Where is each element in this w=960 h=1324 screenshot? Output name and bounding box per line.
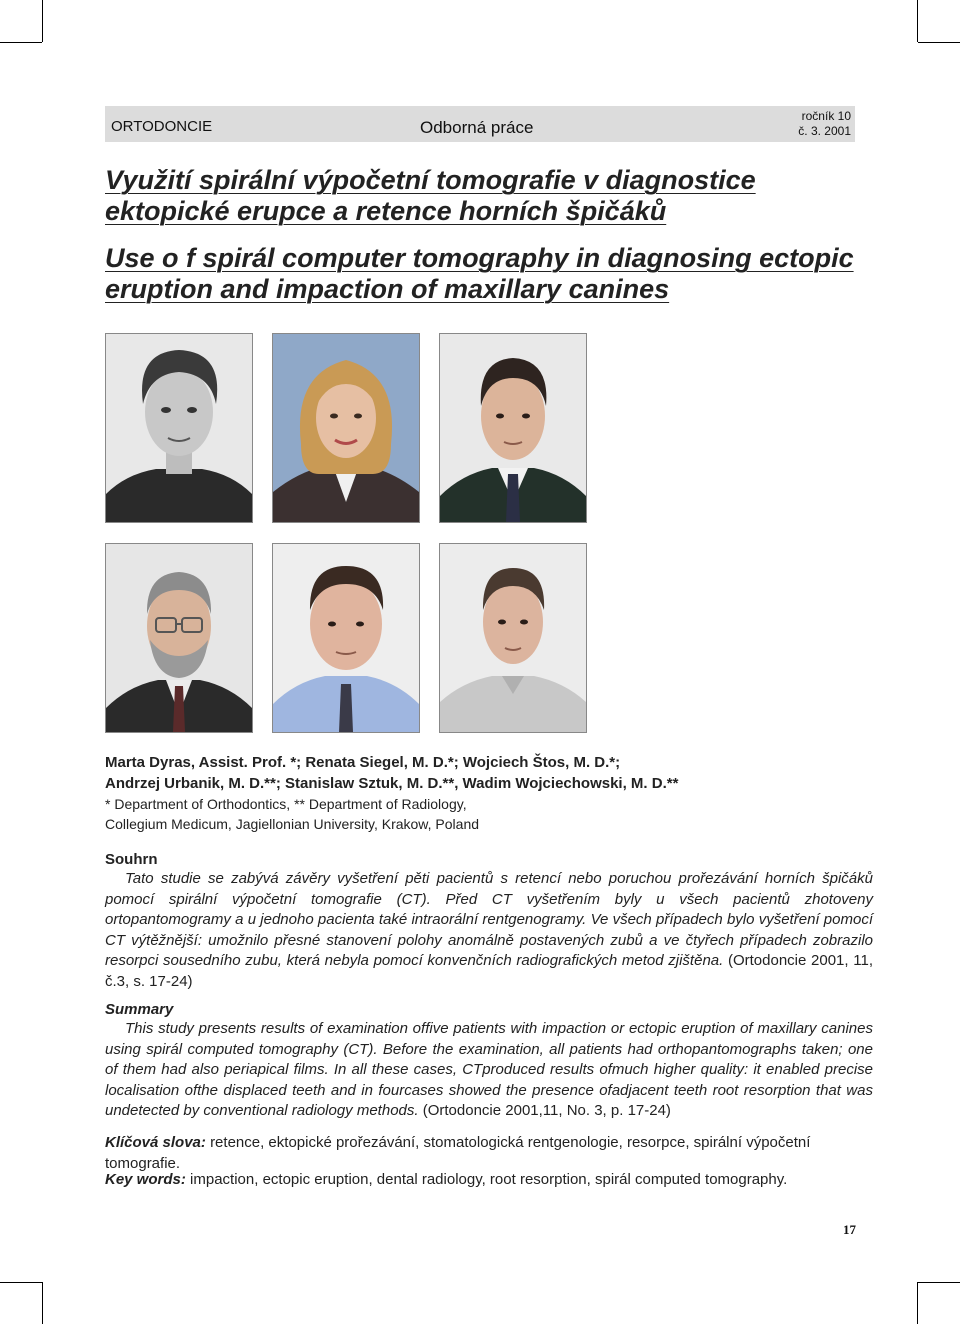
- author-line-2: Andrzej Urbanik, M. D.**; Stanislaw Sztuk, M. D.**, Wadim Wojciechowski, M. D.**: [105, 775, 679, 792]
- journal-section: ORTODONCIE: [111, 118, 213, 135]
- title-czech-line-1: Využití spirální výpočetní tomografie v diagnostice: [105, 165, 756, 195]
- title-czech: [105, 165, 865, 227]
- summary-text: [105, 1019, 873, 1122]
- souhrn-heading: Souhrn: [105, 851, 158, 868]
- crop-mark: [917, 1282, 918, 1324]
- keywords-english: [105, 1170, 873, 1191]
- page-number: 17: [843, 1222, 856, 1237]
- author-photo: [105, 333, 253, 523]
- title-english: [105, 243, 865, 305]
- title-english-line-1: Use o f spirál computer tomography in diagnosing ectopic: [105, 243, 854, 273]
- crop-mark: [42, 1282, 43, 1324]
- affiliation-line-2: Collegium Medicum, Jagiellonian University, Krakow, Poland: [105, 816, 480, 832]
- issue-info: [798, 109, 851, 139]
- summary-heading: Summary: [105, 1001, 174, 1018]
- author-list: [105, 752, 865, 794]
- title-english-line-2: eruption and impaction of maxillary canines: [105, 274, 670, 304]
- volume-label: ročník 10: [801, 109, 851, 123]
- author-line-1: Marta Dyras, Assist. Prof. *; Renata Siegel, M. D.*; Wojciech Štos, M. D.*;: [105, 754, 621, 771]
- crop-mark: [0, 1282, 42, 1283]
- keywords-czech-label: Klíčová slova:: [105, 1134, 206, 1151]
- keywords-czech: [105, 1133, 873, 1174]
- author-photo: [272, 543, 420, 733]
- author-photo: [272, 333, 420, 523]
- author-photos: [105, 333, 585, 733]
- crop-mark: [917, 0, 918, 42]
- author-photo: [439, 543, 587, 733]
- crop-mark: [918, 1282, 960, 1283]
- affiliations: [105, 794, 865, 834]
- summary-body: This study presents results of examination offive patients with impaction or ectopic eruption of maxillary canines using spirál computed tomography (CT). Before the examination, all patients had orthopantomographs taken; one of them had also periapical films. In all these cases, CTproduced results ofmuch higher quality: it enabled precise localisation ofthe displaced teeth and in fourcases showed the presence ofadjacent teeth root resorption that was undetected by conventional radiology methods.: [105, 1020, 873, 1119]
- crop-mark: [42, 0, 43, 42]
- article-type: Odborná práce: [420, 118, 534, 137]
- issue-label: č. 3. 2001: [798, 124, 851, 138]
- keywords-czech-text: retence, ektopické prořezávání, stomatologická rentgenologie, resorpce, spirální výpočetní tomografie.: [105, 1134, 811, 1172]
- journal-header: [105, 106, 855, 142]
- souhrn-text: [105, 869, 873, 992]
- souhrn-citation: (Ortodoncie 2001, 11, č.3, s. 17-24): [105, 952, 873, 990]
- keywords-english-label: Key words:: [105, 1171, 186, 1188]
- title-czech-line-2: ektopické erupce a retence horních špičáků: [105, 196, 667, 226]
- author-photo: [439, 333, 587, 523]
- crop-mark: [918, 42, 960, 43]
- keywords-english-text: impaction, ectopic eruption, dental radiology, root resorption, spirál computed tomography.: [190, 1171, 788, 1188]
- author-photo: [105, 543, 253, 733]
- souhrn-body: Tato studie se zabývá závěry vyšetření pěti pacientů s retencí nebo poruchou prořezávání horních špičáků pomocí spirální výpočetní tomografie (CT). Před CT vyšetřením byly u všech pacientů zhotoveny ortopantomogramy a u jednoho pacienta také intraorální rentgenogramy. Ve všech případech bylo vyšetření pomocí CT výtěžnější: umožnilo přesné stanovení polohy anomálně postavených zubů a ve čtyřech případech zobrazilo resorpci sousedního zubu, která nebyla pomocí konvenčních radiografických metod zjištěna.: [105, 870, 873, 969]
- affiliation-line-1: * Department of Orthodontics, ** Department of Radiology,: [105, 796, 467, 812]
- crop-mark: [0, 42, 42, 43]
- summary-citation: (Ortodoncie 2001,11, No. 3, p. 17-24): [422, 1102, 671, 1119]
